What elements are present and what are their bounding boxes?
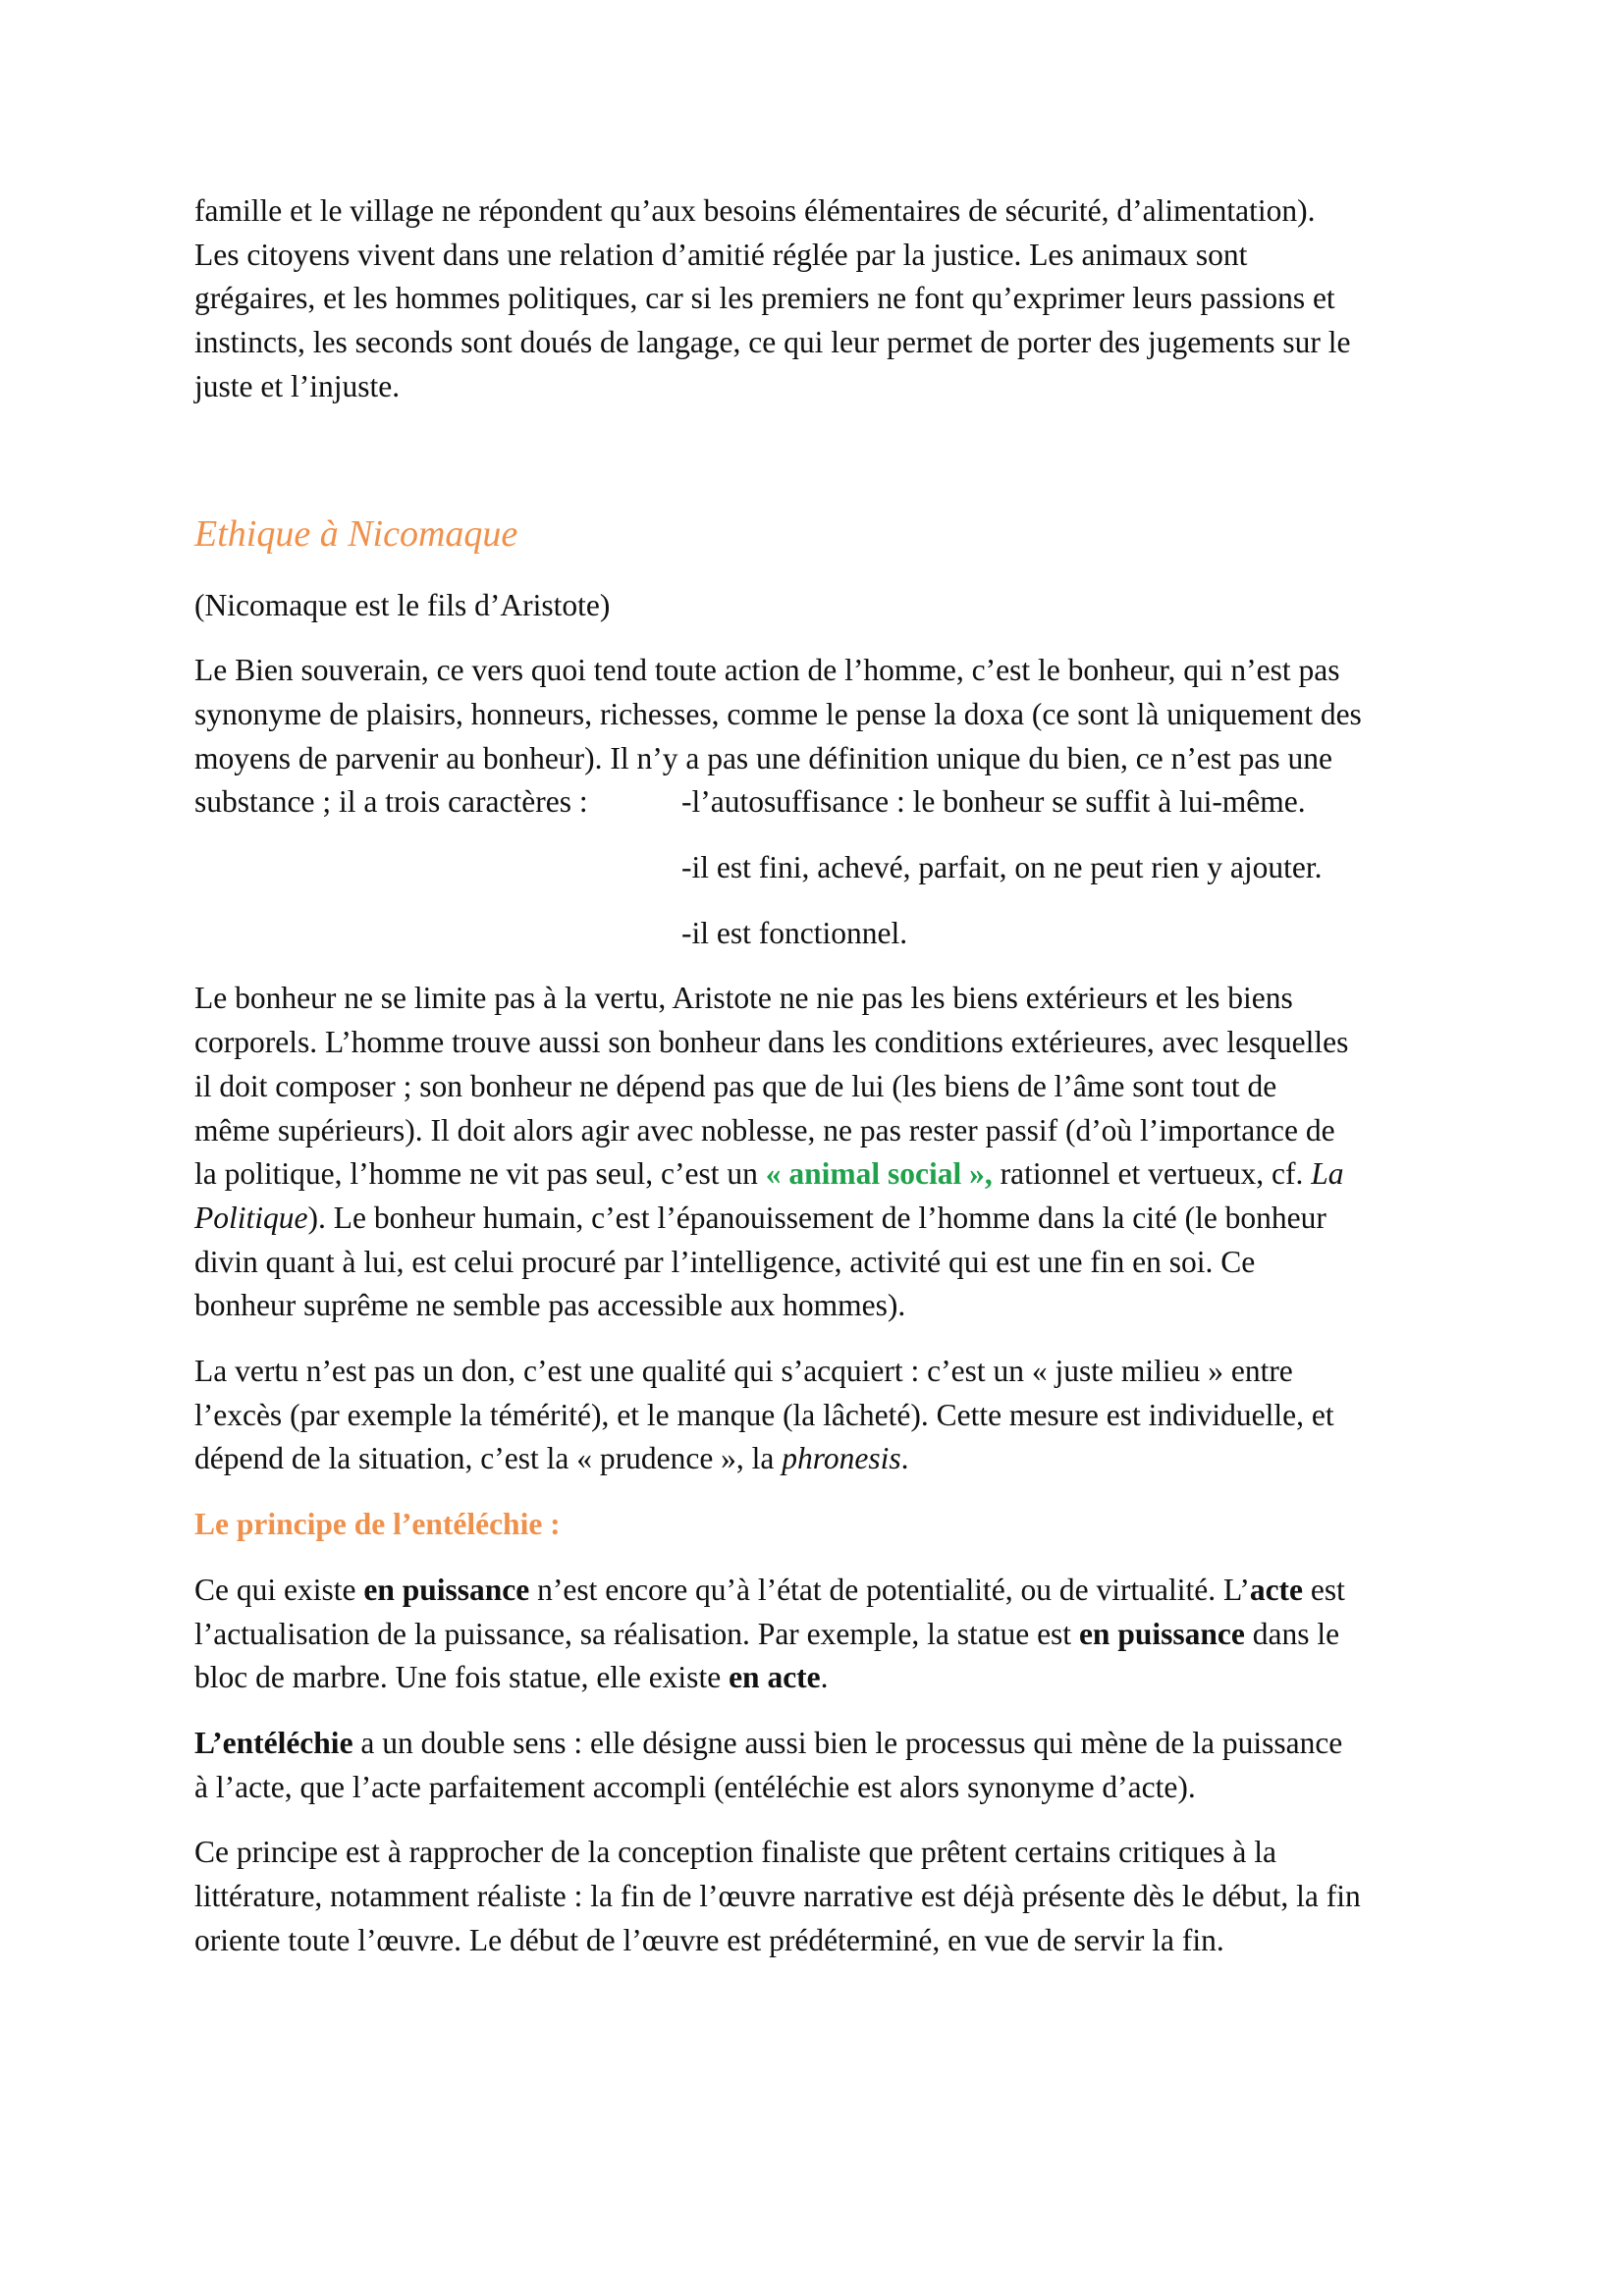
term-bold: L’entéléchie xyxy=(194,1725,353,1760)
bien-paragraph: Le Bien souverain, ce vers quoi tend toute action de l’homme, c’est le bonheur, qui n’est pas synonyme de plaisirs, honneurs, richesses, comme le pense la doxa (ce sont là uniquement des moyens de parvenir au bonheur). Il n’y a pas une définition unique du bien, ce n’est pas une xyxy=(194,653,1362,775)
intro-paragraph: famille et le village ne répondent qu’aux besoins élémentaires de sécurité, d’alimentation). Les citoyens vivent dans une relation d’amitié réglée par la justice. Les animaux sont grégaires, et les hommes politiques, car si les premiers ne font qu’exprimer leurs passions et instincts, les seconds sont doués de langage, ce qui leur permet de porter des jugements sur le juste et l’injuste. xyxy=(194,193,1351,403)
bonheur-paragraph: Le bonheur ne se limite pas à la vertu, Aristote ne nie pas les biens extérieurs et les biens corporels. L’homme trouve aussi son bonheur dans les conditions extérieures, avec lesquelles il doit composer ; son bonheur ne dépend pas que de lui (les biens de l’âme sont tout de même supérieurs). Il doit alors agir avec noblesse, ne pas rester passif (d’où l’importance de la politique, l’homme ne vit pas seul, c’est un « animal social », rationnel et vertueux, cf. La Politique). Le bonheur humain, c’est l’épanouissement de l’homme dans la cité (le bonheur divin quant à lui, est celui procuré par l’intelligence, activité qui est une fin en soi. Ce bonheur suprême ne semble pas accessible aux hommes). xyxy=(194,981,1349,1323)
section-title: Ethique à Nicomaque xyxy=(194,512,518,555)
animal-social-highlight: « animal social », xyxy=(765,1156,993,1192)
term-bold: en acte xyxy=(729,1660,821,1695)
entelechie-heading: Le principe de l’entéléchie : xyxy=(194,1507,561,1542)
section-note: (Nicomaque est le fils d’Aristote) xyxy=(194,587,611,622)
characteristics-label: substance ; il a trois caractères : xyxy=(194,784,588,820)
book-title-italic: La xyxy=(1311,1156,1344,1192)
finaliste-paragraph: Ce principe est à rapprocher de la conception finaliste que prêtent certains critiques à la littérature, notamment réaliste : la fin de l’œuvre narrative est déjà présente dès le début, la fin oriente toute l’œuvre. Le début de l’œuvre est prédéterminé, en vue de servir la fin. xyxy=(194,1835,1361,1957)
characteristic-item: -il est fini, achevé, parfait, on ne peut rien y ajouter. xyxy=(681,850,1323,885)
book-title-italic: Politique xyxy=(194,1200,308,1235)
characteristic-item: -il est fonctionnel. xyxy=(681,915,908,950)
vertu-paragraph: La vertu n’est pas un don, c’est une qualité qui s’acquiert : c’est un « juste milieu » entre l’excès (par exemple la témérité), et le manque (la lâcheté). Cette mesure est individuelle, et dépend de la situation, c’est la « prudence », la phronesis. xyxy=(194,1354,1334,1476)
document-page xyxy=(194,189,1451,1963)
puissance-paragraph: Ce qui existe en puissance n’est encore qu’à l’état de potentialité, ou de virtualité. L’acte est l’actualisation de la puissance, sa réalisation. Par exemple, la statue est en puissance dans le bloc de marbre. Une fois statue, elle existe en acte. xyxy=(194,1572,1345,1695)
phronesis-italic: phronesis xyxy=(782,1441,901,1476)
term-bold: acte xyxy=(1249,1572,1304,1607)
characteristics-first-row xyxy=(194,780,1451,825)
term-bold: en puissance xyxy=(1078,1616,1245,1651)
characteristic-item: -l’autosuffisance : le bonheur se suffit à lui-même. xyxy=(681,784,1306,820)
term-bold: en puissance xyxy=(363,1572,530,1607)
entelechie-paragraph: L’entéléchie a un double sens : elle désigne aussi bien le processus qui mène de la puissance à l’acte, que l’acte parfaitement accompli (entéléchie est alors synonyme d’acte). xyxy=(194,1725,1343,1804)
